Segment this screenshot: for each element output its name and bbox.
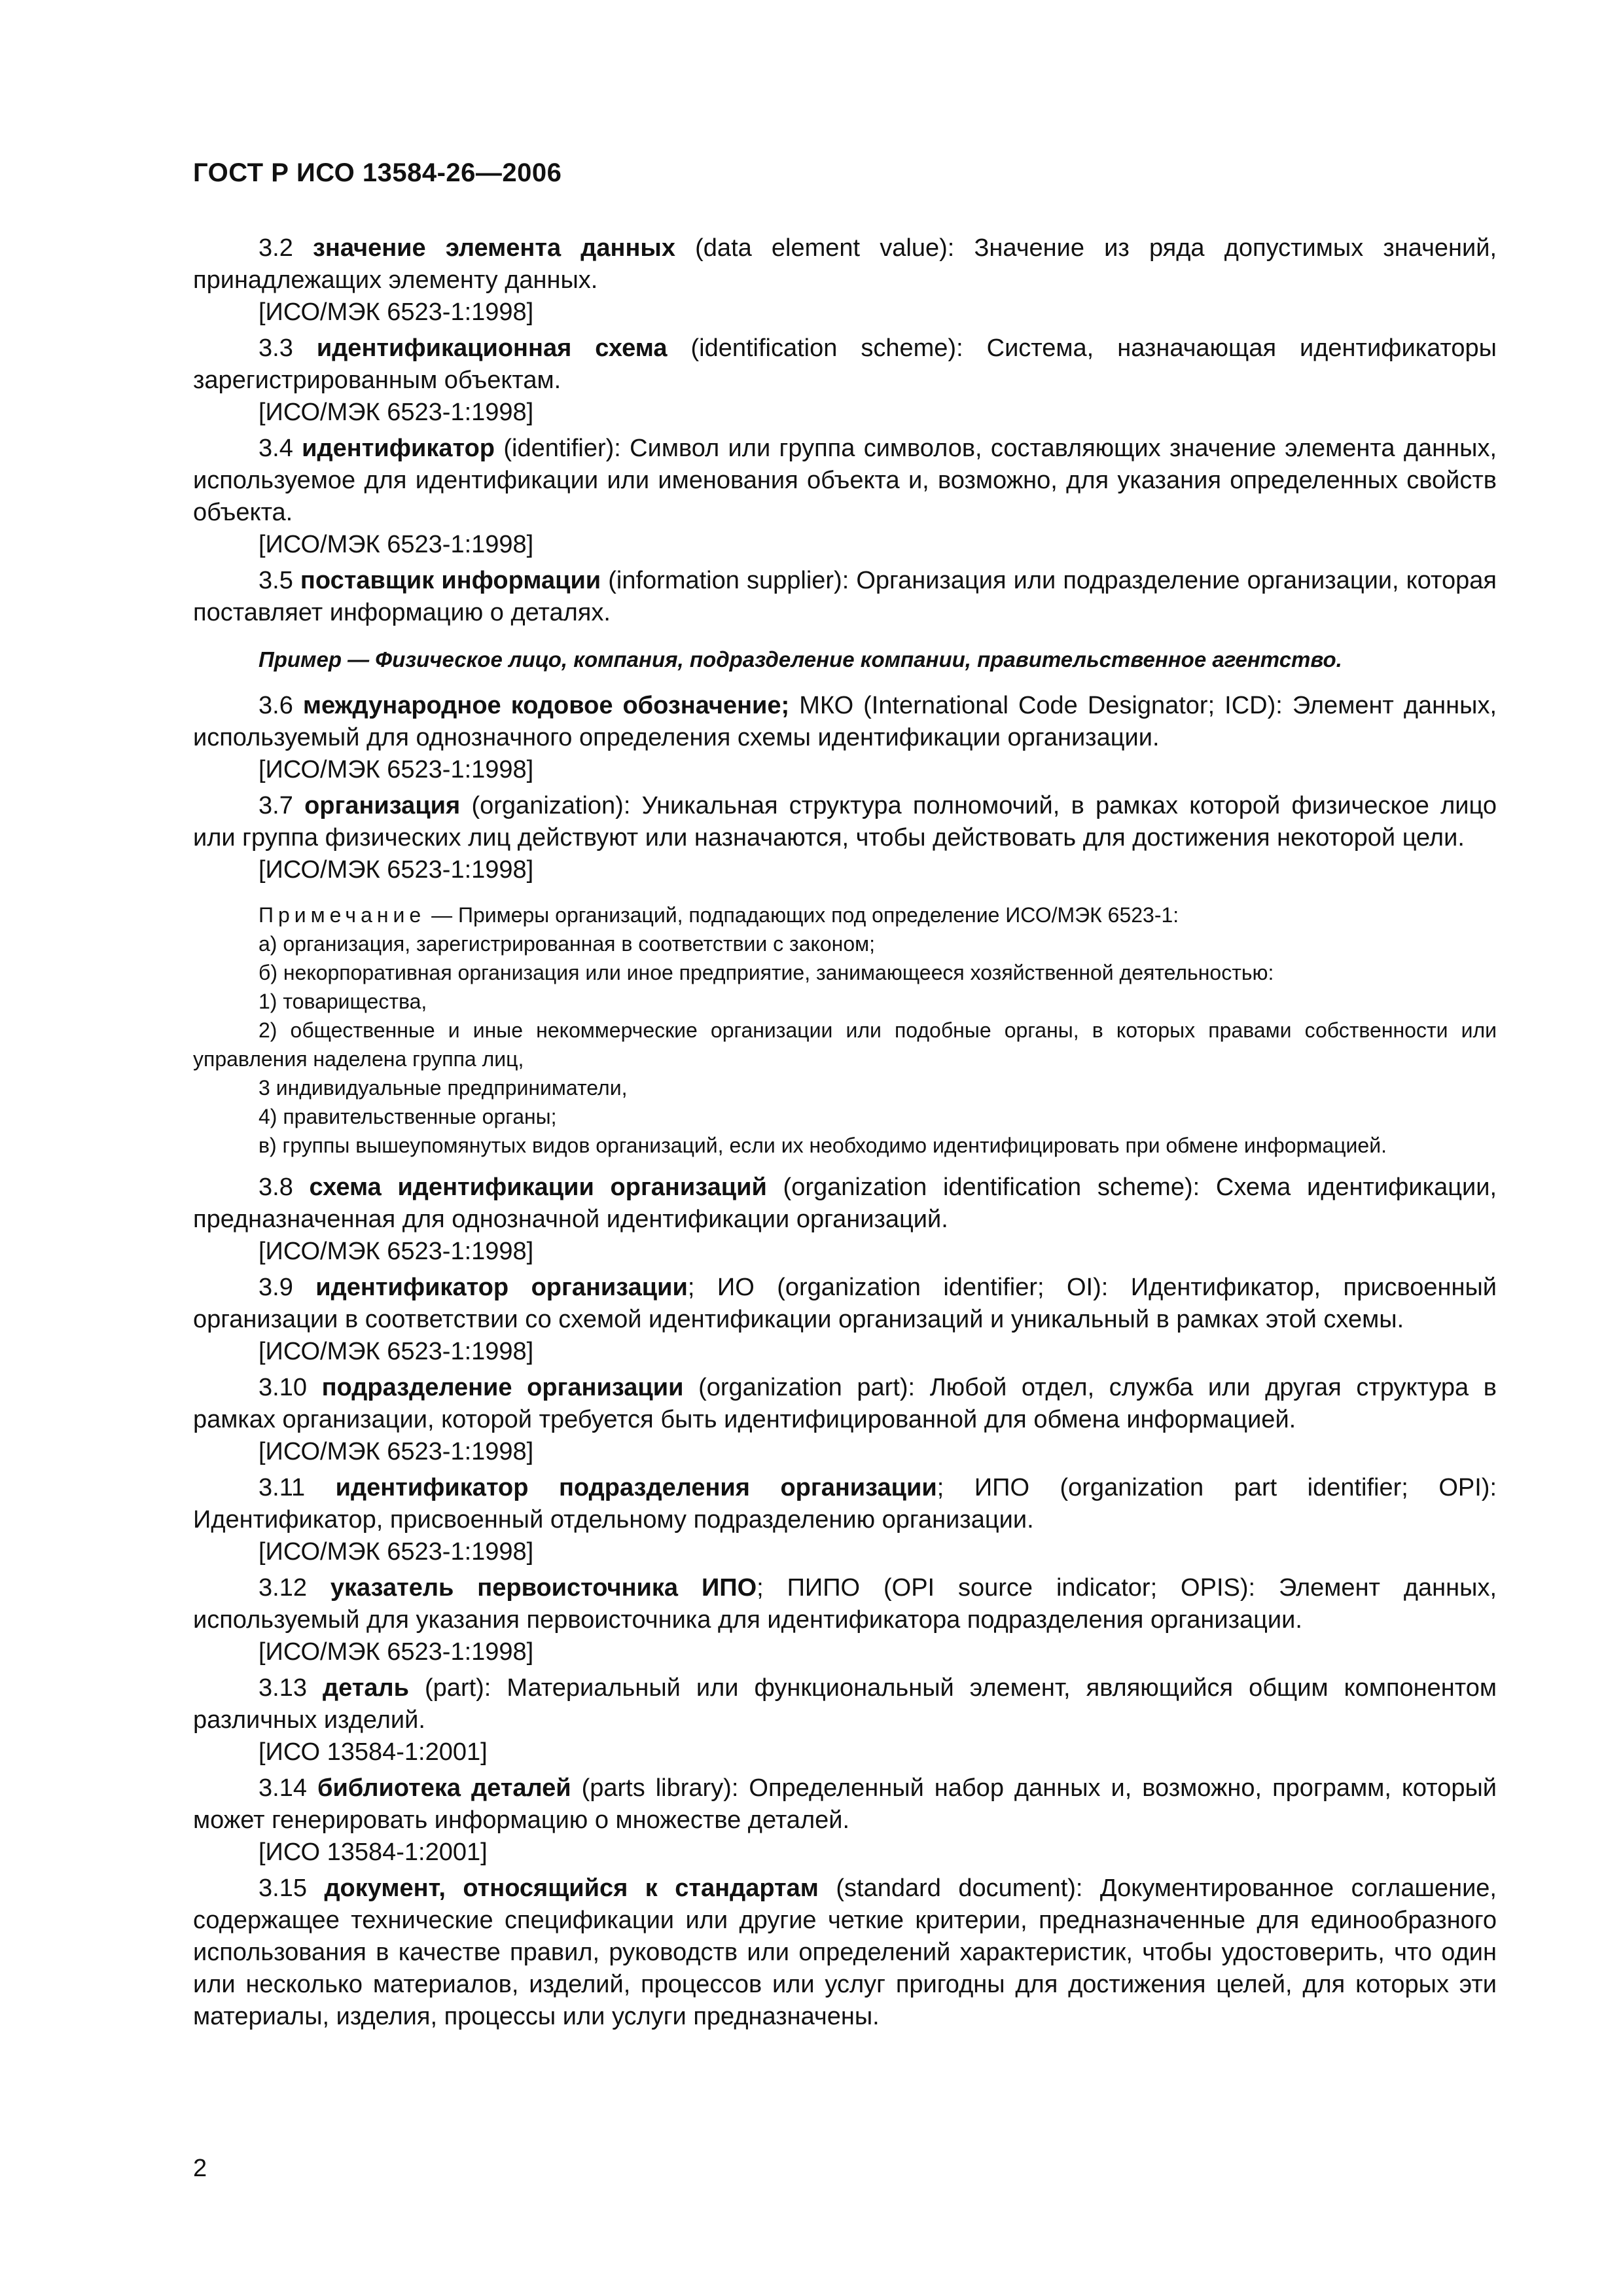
term-name: значение элемента данных [313, 234, 675, 262]
note-item: 3 индивидуальные предприниматели, [259, 1076, 628, 1100]
term-definition: (part): Материальный или функциональный элемент, являющийся общим компонентом различных изделий. [193, 1674, 1497, 1734]
term-name: идентификатор организации [315, 1274, 688, 1301]
term-number: 3.9 [259, 1274, 293, 1301]
term-name: деталь [323, 1674, 409, 1702]
note-intro-text: — Примеры организаций, подпадающих под определение ИСО/МЭК 6523-1: [425, 903, 1179, 927]
definition-3-2 [193, 232, 1497, 296]
document-body [193, 232, 1497, 2033]
term-number: 3.15 [259, 1874, 307, 1902]
definition-3-4 [193, 433, 1497, 529]
document-header: ГОСТ Р ИСО 13584-26—2006 [193, 158, 562, 187]
definition-3-12 [193, 1572, 1497, 1636]
term-definition: (organization identification scheme): Схема идентификации, предназначенная для однозначной идентификации организаций. [193, 1174, 1497, 1233]
term-name: идентификатор [302, 435, 495, 462]
term-number: 3.4 [259, 435, 293, 462]
definition-3-15 [193, 1873, 1497, 2033]
note-item: в) группы вышеупомянутых видов организаций, если их необходимо идентифицировать при обмене информацией. [259, 1134, 1387, 1157]
term-definition: ; ИПО (organization part identifier; OPI): Идентификатор, присвоенный отдельному подразделению организации. [193, 1474, 1497, 1534]
term-number: 3.10 [259, 1374, 307, 1401]
term-definition: (identifier): Символ или группа символов, составляющих значение элемента данных, используемое для идентификации или именования объекта и, возможно, для указания определенных свойств объекта. [193, 435, 1497, 526]
definition-3-5 [193, 565, 1497, 629]
term-definition: (parts library): Определенный набор данных и, возможно, программ, который может генерировать информацию о множестве деталей. [193, 1774, 1497, 1834]
term-name: организация [304, 792, 461, 819]
term-source: [ИСО/МЭК 6523-1:1998] [259, 1438, 534, 1465]
note-intro [193, 901, 1497, 929]
term-definition: МКО (International Code Designator; ICD): Элемент данных, используемый для однозначного определения схемы идентификации организации. [193, 692, 1497, 751]
term-number: 3.6 [259, 692, 293, 719]
term-number: 3.5 [259, 567, 293, 594]
term-source: [ИСО/МЭК 6523-1:1998] [259, 1338, 534, 1365]
term-source: [ИСО/МЭК 6523-1:1998] [259, 856, 534, 884]
term-definition: (identification scheme): Система, назначающая идентификаторы зарегистрированным объектам. [193, 334, 1497, 394]
term-number: 3.14 [259, 1774, 307, 1802]
term-source: [ИСО/МЭК 6523-1:1998] [259, 1238, 534, 1265]
term-source: [ИСО/МЭК 6523-1:1998] [259, 756, 534, 783]
note-item: 1) товарищества, [259, 990, 427, 1013]
definition-3-9 [193, 1272, 1497, 1336]
term-number: 3.7 [259, 792, 293, 819]
definition-3-6 [193, 690, 1497, 754]
term-number: 3.2 [259, 234, 293, 262]
term-source: [ИСО 13584-1:2001] [259, 1738, 488, 1766]
term-name: идентификатор подразделения организации [335, 1474, 937, 1501]
term-name: библиотека деталей [317, 1774, 571, 1802]
definition-3-10 [193, 1372, 1497, 1436]
term-name: поставщик информации [300, 567, 601, 594]
term-name: схема идентификации организаций [309, 1174, 767, 1201]
term-name: подразделение организации [321, 1374, 684, 1401]
term-number: 3.3 [259, 334, 293, 362]
term-source: [ИСО 13584-1:2001] [259, 1839, 488, 1866]
term-source: [ИСО/МЭК 6523-1:1998] [259, 1538, 534, 1566]
term-source: [ИСО/МЭК 6523-1:1998] [259, 531, 534, 558]
term-definition: ; ИО (organization identifier; OI): Идентификатор, присвоенный организации в соответствии со схемой идентификации организаций и уникальный в рамках этой схемы. [193, 1274, 1497, 1333]
term-definition: (standard document): Документированное соглашение, содержащее технические спецификации или другие четкие критерии, предназначенные для единообразного использования в качестве правил, руководств или определений характеристик, чтобы удостоверить, что один или несколько материалов, изделий, процессов или услуг пригодны для достижения целей, для которых эти материалы, изделия, процессы или услуги предназначены. [193, 1874, 1497, 2030]
term-definition: (information supplier): Организация или подразделение организации, которая поставляет информацию о деталях. [193, 567, 1497, 626]
term-name: идентификационная схема [316, 334, 668, 362]
term-definition: (organization part): Любой отдел, служба или другая структура в рамках организации, которой требуется быть идентифицированной для обмена информацией. [193, 1374, 1497, 1433]
term-definition: (data element value): Значение из ряда допустимых значений, принадлежащих элементу данных. [193, 234, 1497, 294]
note-item: 4) правительственные органы; [259, 1105, 557, 1128]
definition-3-13 [193, 1672, 1497, 1736]
definition-3-14 [193, 1772, 1497, 1837]
note-item: а) организация, зарегистрированная в соответствии с законом; [259, 932, 875, 956]
term-source: [ИСО/МЭК 6523-1:1998] [259, 1638, 534, 1666]
term-source: [ИСО/МЭК 6523-1:1998] [259, 399, 534, 426]
term-number: 3.11 [259, 1474, 306, 1501]
term-number: 3.12 [259, 1574, 307, 1602]
note-block [193, 901, 1497, 1160]
note-item: 2) общественные и иные некоммерческие организации или подобные органы, в которых правами собственности или управления наделена группа лиц, [193, 1018, 1497, 1071]
definition-3-3 [193, 332, 1497, 397]
note-label: Примечание [259, 903, 426, 927]
term-definition: ; ПИПО (OPI source indicator; OPIS): Элемент данных, используемый для указания первоисточника для идентификатора подразделения организации. [193, 1574, 1497, 1634]
page-number: 2 [193, 2155, 207, 2182]
term-name: документ, относящийся к стандартам [324, 1874, 819, 1902]
definition-3-8 [193, 1172, 1497, 1236]
definition-3-7 [193, 790, 1497, 854]
term-number: 3.13 [259, 1674, 307, 1702]
term-number: 3.8 [259, 1174, 293, 1201]
example-text: Пример — Физическое лицо, компания, подразделение компании, правительственное агентство. [259, 647, 1342, 672]
term-source: [ИСО/МЭК 6523-1:1998] [259, 298, 534, 326]
note-item: б) некорпоративная организация или иное предприятие, занимающееся хозяйственной деятельностью: [259, 961, 1274, 984]
term-name: указатель первоисточника ИПО [330, 1574, 757, 1602]
definition-3-11 [193, 1472, 1497, 1536]
term-definition: (organization): Уникальная структура полномочий, в рамках которой физическое лицо или группа физических лиц действуют или назначаются, чтобы действовать для достижения некоторой цели. [193, 792, 1497, 852]
term-name: международное кодовое обозначение; [302, 692, 790, 719]
